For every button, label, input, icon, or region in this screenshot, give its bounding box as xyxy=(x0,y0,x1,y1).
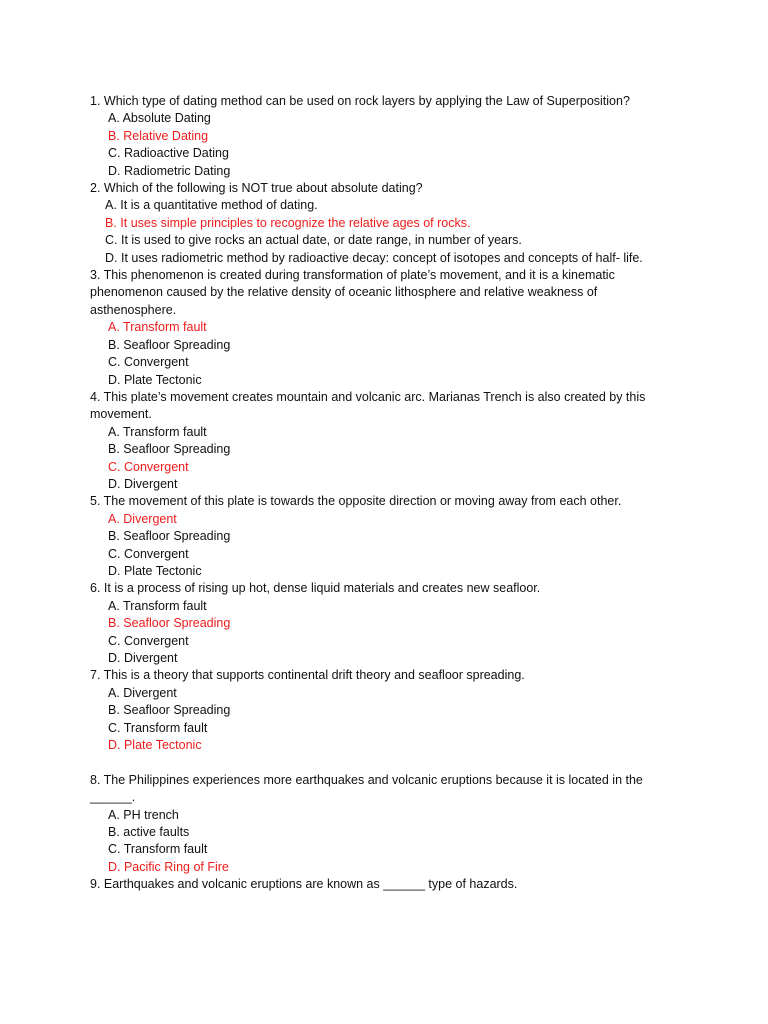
option-b-correct-answer: B. Seafloor Spreading xyxy=(108,616,231,631)
option-b: B. Seafloor Spreading xyxy=(108,442,231,457)
option-c: C. It is used to give rocks an actual date, or date range, in number of years. xyxy=(105,233,522,248)
option-b: B. active faults xyxy=(108,825,190,840)
question-1 xyxy=(90,93,660,180)
option-b: B. Seafloor Spreading xyxy=(108,337,231,352)
option-c: C. Radioactive Dating xyxy=(108,146,229,161)
option-a-correct-answer: A. Transform fault xyxy=(108,320,207,335)
option-b: B. Seafloor Spreading xyxy=(108,529,231,544)
question-text: 2. Which of the following is NOT true about absolute dating? xyxy=(90,181,423,196)
question-9 xyxy=(90,876,660,893)
question-5 xyxy=(90,493,660,580)
question-3 xyxy=(90,267,660,389)
option-a: A. Divergent xyxy=(108,685,177,700)
option-d: D. Plate Tectonic xyxy=(108,372,202,387)
question-text: 7. This is a theory that supports continental drift theory and seafloor spreading. xyxy=(90,668,525,683)
question-8 xyxy=(90,772,660,876)
question-text: 8. The Philippines experiences more earthquakes and volcanic eruptions because it is located in the ______. xyxy=(90,772,643,805)
option-d: D. Divergent xyxy=(108,476,178,491)
option-d-correct-answer: D. Plate Tectonic xyxy=(108,738,202,753)
option-c-correct-answer: C. Convergent xyxy=(108,459,189,474)
option-c: C. Transform fault xyxy=(108,720,208,735)
question-text: 6. It is a process of rising up hot, dense liquid materials and creates new seafloor. xyxy=(90,581,541,596)
blank-line xyxy=(90,754,660,771)
option-c: C. Convergent xyxy=(108,546,189,561)
option-c: C. Transform fault xyxy=(108,842,208,857)
option-a: A. Absolute Dating xyxy=(108,111,211,126)
option-d: D. Plate Tectonic xyxy=(108,563,202,578)
option-d-correct-answer: D. Pacific Ring of Fire xyxy=(108,859,229,874)
question-text: 4. This plate’s movement creates mountain and volcanic arc. Marianas Trench is also created by this movement. xyxy=(90,389,646,422)
option-d: D. Divergent xyxy=(108,651,178,665)
option-c: C. Convergent xyxy=(108,633,189,648)
option-b-correct-answer: B. Relative Dating xyxy=(108,128,209,143)
question-6 xyxy=(90,580,660,667)
quiz-document xyxy=(90,93,660,894)
option-b: B. Seafloor Spreading xyxy=(108,703,231,718)
question-2 xyxy=(90,180,660,267)
option-d: D. It uses radiometric method by radioactive decay: concept of isotopes and concepts of half- life. xyxy=(105,250,643,265)
question-text: 1. Which type of dating method can be used on rock layers by applying the Law of Superposition? xyxy=(90,94,630,108)
option-a: A. Transform fault xyxy=(108,598,207,613)
option-c: C. Convergent xyxy=(108,355,189,370)
option-a: A. Transform fault xyxy=(108,424,207,439)
question-text: 3. This phenomenon is created during transformation of plate’s movement, and it is a kinematic phenomenon caused by the relative density of oceanic lithosphere and relative weakness of asthenosphere. xyxy=(90,268,615,317)
question-4 xyxy=(90,389,660,493)
option-b-correct-answer: B. It uses simple principles to recognize the relative ages of rocks. xyxy=(105,215,471,230)
option-a: A. It is a quantitative method of dating. xyxy=(105,198,318,213)
option-a-correct-answer: A. Divergent xyxy=(108,511,177,526)
question-text: 9. Earthquakes and volcanic eruptions are known as ______ type of hazards. xyxy=(90,877,518,892)
option-a: A. PH trench xyxy=(108,807,179,822)
question-text: 5. The movement of this plate is towards the opposite direction or moving away from each other. xyxy=(90,494,622,509)
question-7 xyxy=(90,667,660,754)
option-d: D. Radiometric Dating xyxy=(108,163,231,178)
